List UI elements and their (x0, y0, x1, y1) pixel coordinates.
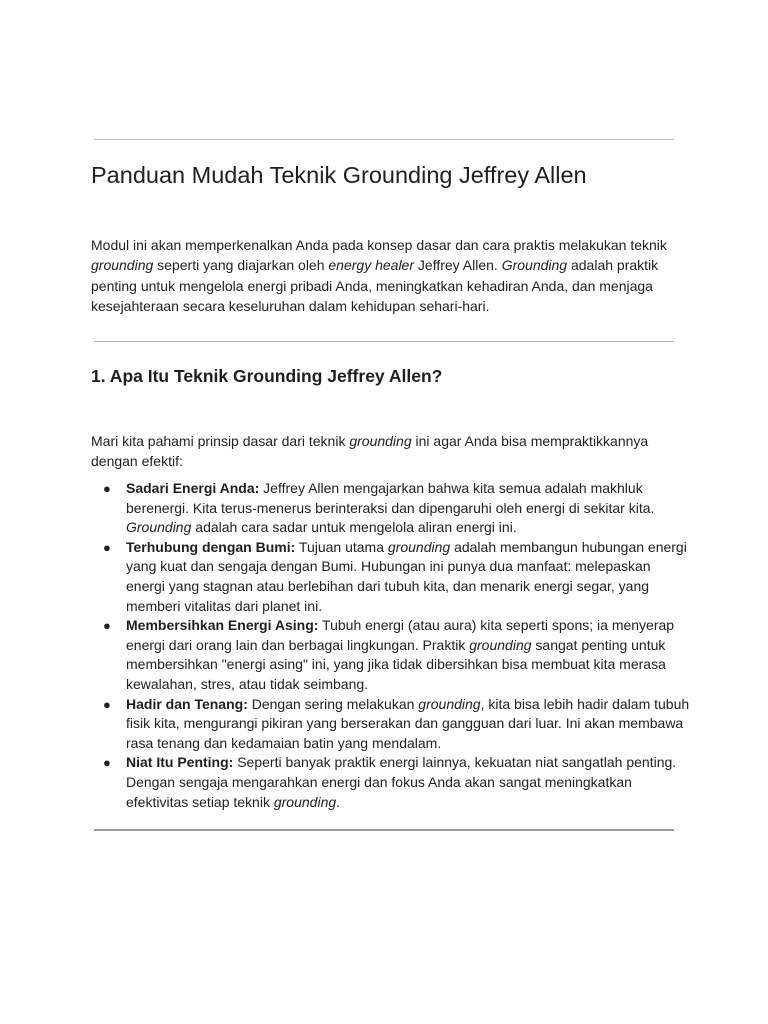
list-item (91, 479, 691, 538)
list-item-term: Hadir dan Tenang: (126, 695, 248, 712)
list-item (91, 753, 691, 812)
list-item-text: . (336, 793, 341, 810)
list-item-term: Membersihkan Energi Asing: (126, 617, 319, 634)
list-item-emphasis: grounding (469, 636, 532, 653)
bullet-icon: ● (103, 481, 111, 496)
intro-paragraph (91, 235, 691, 317)
list-item-text: Dengan sering melakukan (247, 695, 419, 712)
page-title: Panduan Mudah Teknik Grounding Jeffrey Allen (91, 162, 587, 188)
list-item-text: Seperti banyak praktik energi lainnya, kekuatan niat sangatlah penting. Dengan sengaja mengarahkan energi dan fokus Anda akan sangat meningkatkan efektivitas setiap teknik (126, 754, 677, 810)
list-item-emphasis: grounding (387, 538, 451, 555)
intro-text: adalah praktik penting untuk mengelola energi pribadi Anda, meningkatkan kehadiran Anda, dan menjaga kesejahteraan secara keseluruhan dalam kehidupan sehari-hari. (91, 257, 659, 315)
bullet-icon: ● (103, 539, 111, 555)
section-divider (94, 341, 674, 342)
principles-list (91, 479, 691, 812)
top-divider (94, 139, 674, 140)
intro-text: Modul ini akan memperkenalkan Anda pada konsep dasar dan cara praktis melakukan teknik (91, 237, 667, 253)
bottom-divider (94, 829, 674, 831)
bullet-icon: ● (103, 696, 111, 712)
intro-emphasis: grounding (91, 257, 154, 274)
list-item-text: adalah cara sadar untuk mengelola aliran energi ini. (191, 519, 517, 536)
intro-emphasis: energy healer (328, 257, 415, 274)
list-item-emphasis: grounding (273, 793, 337, 810)
intro-text: seperti yang diajarkan oleh (153, 257, 329, 274)
list-item (91, 538, 691, 616)
list-item-text: , kita bisa lebih hadir dalam tubuh fisik kita, mengurangi pikiran yang berserakan dan gangguan dari luar. Ini akan membawa rasa tenang dan kedamaian batin yang mendalam. (126, 695, 690, 751)
list-item-term: Terhubung dengan Bumi: (126, 538, 296, 555)
list-item-emphasis: Grounding (126, 519, 192, 536)
section-lead-paragraph (91, 431, 691, 471)
list-item-term: Niat Itu Penting: (126, 754, 234, 771)
list-item-text: sangat penting untuk membersihkan "energi asing" ini, yang jika tidak dibersihkan bisa membuat kita merasa kewalahan, stres, atau tidak seimbang. (126, 636, 666, 692)
intro-emphasis: Grounding (501, 257, 568, 274)
list-item (91, 695, 691, 754)
section-heading: 1. Apa Itu Teknik Grounding Jeffrey Allen? (91, 366, 443, 386)
lead-emphasis: grounding (349, 433, 412, 449)
bullet-icon: ● (103, 618, 111, 634)
list-item-text: Tubuh energi (atau aura) kita seperti spons; ia menyerap energi dari orang lain dan berbagai lingkungan. Praktik (126, 617, 675, 653)
intro-text: Jeffrey Allen. (414, 257, 502, 274)
list-item (91, 616, 691, 694)
list-item-text: Jeffrey Allen mengajarkan bahwa kita semua adalah makhluk berenergi. Kita terus-menerus berinteraksi dan dipengaruhi oleh energi di sekitar kita. (126, 480, 655, 516)
lead-text: Mari kita pahami prinsip dasar dari teknik (91, 433, 350, 449)
list-item-term: Sadari Energi Anda: (126, 480, 260, 496)
list-item-text: adalah membangun hubungan energi yang kuat dan sengaja dengan Bumi. Hubungan ini punya dua manfaat: melepaskan energi yang stagnan atau berlebihan dari tubuh kita, dan menarik energi segar, yang memberi vitalitas dari planet ini. (126, 538, 687, 614)
list-item-text: Tujuan utama (295, 538, 388, 555)
lead-text: ini agar Anda bisa mempraktikkannya dengan efektif: (91, 433, 649, 469)
list-item-emphasis: grounding (418, 695, 481, 712)
bullet-icon: ● (103, 755, 111, 771)
